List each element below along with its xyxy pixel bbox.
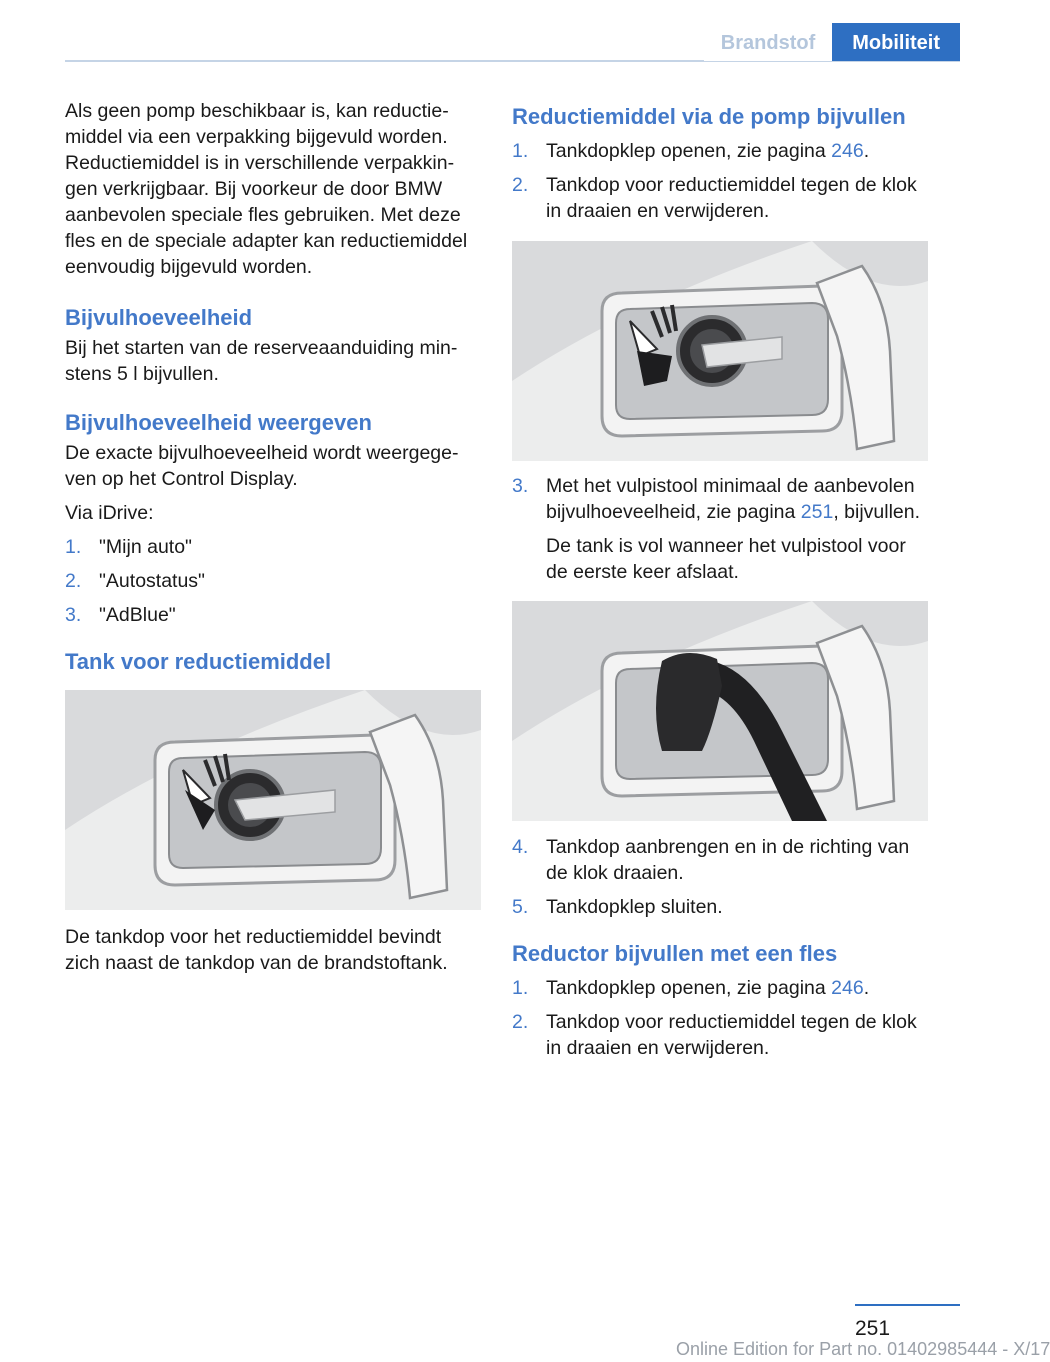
step-number: 2. <box>65 570 82 592</box>
right-column <box>512 98 928 1061</box>
bottle-steps-list <box>512 975 928 1061</box>
step-number: 4. <box>512 836 529 858</box>
step-number: 2. <box>512 1011 529 1033</box>
heading-met-een-fles: Reductor bijvullen met een fles <box>512 941 838 966</box>
heading-bijvulhoeveelheid-weergeven: Bijvulhoeveelheid weergeven <box>65 410 372 435</box>
list-item <box>65 568 481 594</box>
tank-cap-photo <box>65 690 481 910</box>
tab-brandstof[interactable]: Brandstof <box>704 23 832 61</box>
step-text <box>546 975 928 1001</box>
pump-steps-list-continued <box>512 473 928 525</box>
idrive-steps-list <box>65 534 481 628</box>
step-number: 2. <box>512 174 529 196</box>
list-item <box>512 138 928 164</box>
heading-via-pomp: Reductiemiddel via de pomp bijvullen <box>512 104 906 129</box>
step-text-part: . <box>863 977 870 999</box>
via-idrive-label: Via iDrive: <box>65 502 154 524</box>
page-link-251[interactable]: 251 <box>800 501 834 523</box>
chapter-tabs <box>704 23 960 61</box>
step-text-part: . <box>863 140 870 162</box>
page-link-246[interactable]: 246 <box>831 140 864 162</box>
list-item <box>512 473 928 525</box>
page-number: 251 <box>855 1317 891 1340</box>
step-text-part: Tankdopklep openen, zie pagina <box>546 977 832 999</box>
step-number: 3. <box>65 604 82 626</box>
list-item <box>65 602 481 628</box>
list-item <box>512 172 928 224</box>
step-number: 5. <box>512 896 529 918</box>
step-text: "AdBlue" <box>99 604 176 626</box>
step-number: 1. <box>512 140 529 162</box>
step-number: 3. <box>512 475 529 497</box>
step-text-part: Met het vulpistool minimaal de aanbevolen bijvulhoeveelheid, zie pagina <box>546 475 915 523</box>
step-text: "Autostatus" <box>99 570 205 592</box>
intro-paragraph: Als geen pomp beschikbaar is, kan reductie-middel via een verpakking bijgevuld worden. Reductiemiddel is in verschillende verpakkin-gen verkrijgbaar. Bij voorkeur de door BMW aanbevolen speciale fles gebruiken. Met deze fles en de speciale adapter kan reductiemiddel eenvoudig bijgevuld worden. <box>65 100 468 278</box>
show-quantity-paragraph: De exacte bijvulhoeveelheid wordt weergege-ven op het Control Display. <box>65 442 459 490</box>
pump-steps-list-end <box>512 834 928 920</box>
step-number: 1. <box>65 536 82 558</box>
cap-removal-photo <box>512 241 928 461</box>
left-column <box>65 98 481 976</box>
step-text: Tankdop voor reductiemiddel tegen de klok in draaien en verwijderen. <box>546 1011 917 1059</box>
step-text-part: Tankdopklep openen, zie pagina <box>546 140 832 162</box>
pump-steps-list <box>512 138 928 224</box>
heading-tank-voor-reductiemiddel: Tank voor reductiemiddel <box>65 649 332 674</box>
quantity-paragraph: Bij het starten van de reserveaanduiding min-stens 5 l bijvullen. <box>65 337 458 385</box>
heading-bijvulhoeveelheid: Bijvulhoeveelheid <box>65 305 253 330</box>
step-text <box>546 473 928 525</box>
step-text: Tankdop aanbrengen en in de richting van de klok draaien. <box>546 836 910 884</box>
step-text-part: , bijvullen. <box>833 501 921 523</box>
list-item <box>512 894 928 920</box>
page-link-246[interactable]: 246 <box>831 977 864 999</box>
tab-mobiliteit[interactable]: Mobiliteit <box>832 23 960 61</box>
step-text <box>546 138 928 164</box>
step-text: "Mijn auto" <box>99 536 192 558</box>
step-note: De tank is vol wanneer het vulpistool voor de eerste keer afslaat. <box>546 535 906 583</box>
step-text: Tankdopklep sluiten. <box>546 896 723 918</box>
edition-footer: Online Edition for Part no. 01402985444 - X/17 <box>676 1339 1050 1359</box>
nozzle-fill-photo <box>512 601 928 821</box>
tank-description: De tankdop voor het reductiemiddel bevindt zich naast de tankdop van de brandstoftank. <box>65 926 448 974</box>
list-item <box>512 975 928 1001</box>
list-item <box>65 534 481 560</box>
list-item <box>512 834 928 886</box>
step-number: 1. <box>512 977 529 999</box>
page-number-rule <box>855 1304 960 1306</box>
step-text: Tankdop voor reductiemiddel tegen de klok in draaien en verwijderen. <box>546 174 917 222</box>
list-item <box>512 1009 928 1061</box>
